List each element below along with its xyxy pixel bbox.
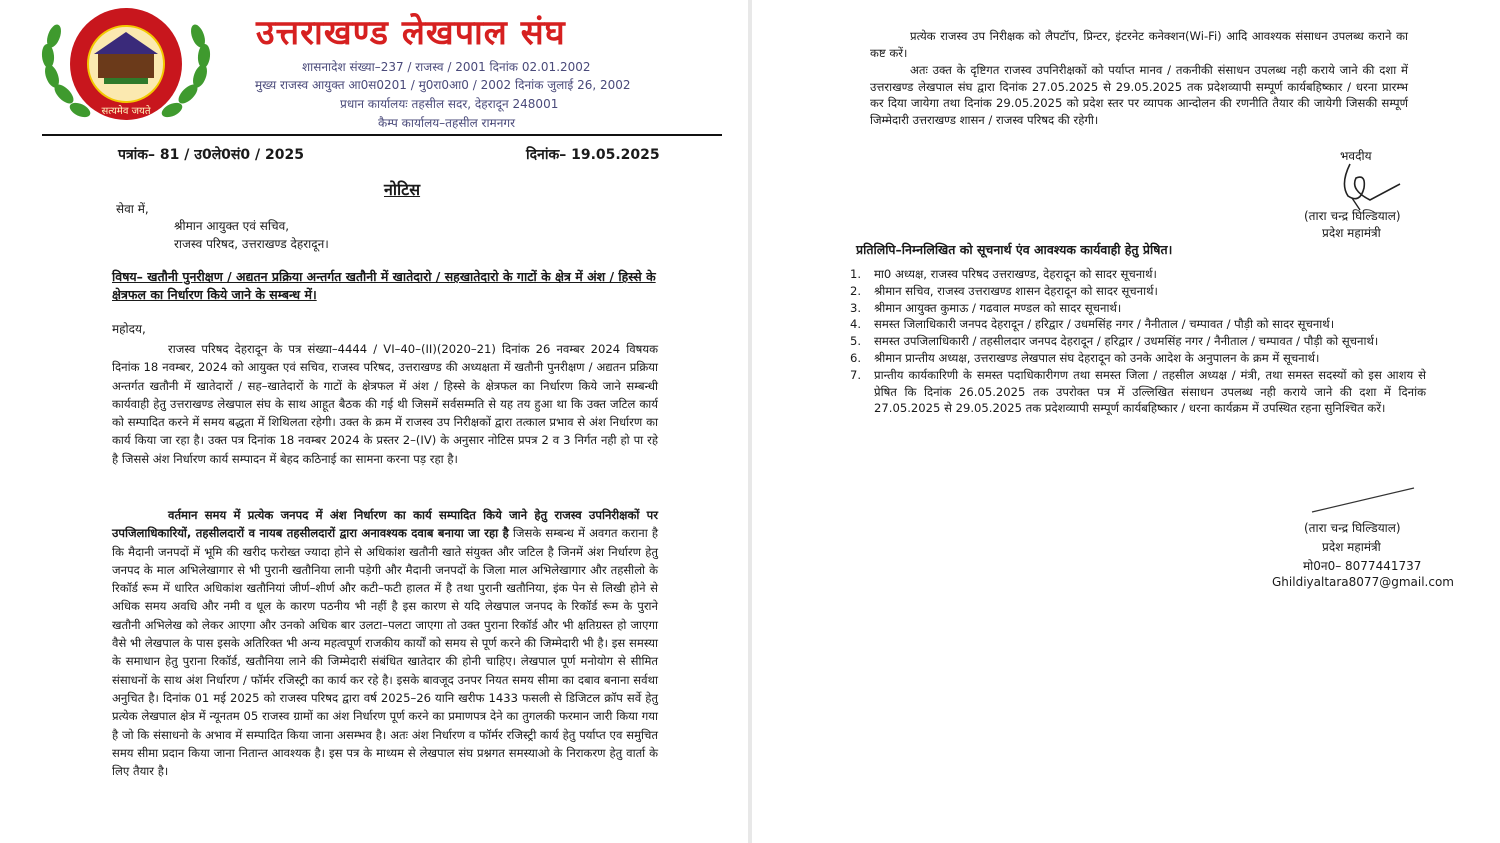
copy-to-item [846, 316, 1426, 333]
addressee-line-1: श्रीमान आयुक्त एवं सचिव, [174, 219, 290, 233]
copy-to-item-text: समस्त उपजिलाधिकारी / तहसीलदार जनपद देहरादून / हरिद्वार / उधमसिंह नगर / नैनीताल / चम्पावत / पौड़ी को सूचनार्थ। [874, 334, 1379, 349]
signer-title: प्रदेश महामंत्री [1322, 226, 1381, 240]
copy-to-item-text: समस्त जिलाधिकारी जनपद देहरादून / हरिद्वार / उधमसिंह नगर / नैनीताल / चम्पावत / पौड़ी को सादर सूचनार्थ। [874, 317, 1335, 332]
copy-to-item [846, 350, 1426, 367]
copy-to-heading: प्रतिलिपि–निम्नलिखित को सूचनार्थ एंव आवश्यक कार्यवाही हेतु प्रेषित। [856, 242, 1173, 257]
commissioner-order-line: मुख्य राजस्व आयुक्त आ0स0201 / मु0रा0आ0 / 2002 दिनांक जुलाई 26, 2002 [255, 78, 631, 92]
govt-order-line: शासनादेश संख्या–237 / राजस्व / 2001 दिनांक 02.01.2002 [302, 60, 591, 74]
signer2-title: प्रदेश महामंत्री [1322, 540, 1381, 554]
signer2-name: (तारा चन्द्र घिल्डियाल) [1304, 521, 1401, 535]
logo-motto-text: सत्यमेव जयते [101, 106, 151, 117]
copy-to-item-number: 2. [850, 283, 862, 298]
header-divider [42, 134, 722, 136]
copy-to-item-number: 4. [850, 317, 862, 332]
letter-date: दिनांक– 19.05.2025 [526, 147, 660, 163]
union-emblem-logo [36, 6, 216, 128]
letter-reference-number: पत्रांक– 81 / उ0ले0सं0 / 2025 [118, 147, 304, 163]
copy-to-item-number: 6. [850, 350, 862, 365]
copy-to-item-number: 5. [850, 334, 862, 349]
handwritten-signature-1 [1330, 160, 1410, 212]
letter-page-1 [0, 0, 748, 843]
mobile-number: मो0न0– 8077441737 [1303, 559, 1422, 573]
body-paragraph-1: राजस्व परिषद देहरादून के पत्र संख्या–4444 / VI–40–(II)(2020–21) दिनांक 26 नवम्बर 2024 विषयक दिनांक 18 नवम्बर, 2024 को आयुक्त एवं सचिव, राजस्व परिषद, उत्तराखण्ड की अध्यक्षता में खतौनी पुनरीक्षण / अद्यतन प्रक्रिया अन्तर्गत खतौनी में खातेदारों / सह–खातेदारों के गाटों के क्षेत्रफल में अंश / हिस्से के क्षेत्रफल का निर्धारण किये जाने सम्बन्धी कार्यवाही हेतु उत्तराखण्ड लेखपाल संघ के साथ आहूत बैठक की गई थी जिसमें सर्वसम्मति से यह तय हुआ था कि उक्त जटिल कार्य को सम्पादित करने में समय बद्धता में शिथिलता रहेगी। उक्त के क्रम में राजस्व उप निरीक्षकों द्वारा तत्काल प्रभाव से अंश निर्धारण का कार्य किया जा रहा है। उक्त पत्र दिनांक 18 नवम्बर 2024 के प्रस्तर 2–(IV) के अनुसार नोटिस प्रपत्र 2 व 3 निर्गत नही हो पा रहे है जिससे अंश निर्धारण कार्य सम्पादन में बेहद कठिनाई का सामना करना पड़ रहा है। [112, 342, 658, 466]
copy-to-item [846, 283, 1426, 300]
signer-name: (तारा चन्द्र घिल्डियाल) [1304, 209, 1401, 223]
closing-text: भवदीय [1340, 149, 1372, 163]
copy-to-item-text: मा0 अध्यक्ष, राजस्व परिषद उत्तराखण्ड, देहरादून को सादर सूचनार्थ। [874, 267, 1157, 281]
handwritten-signature-2 [1310, 486, 1420, 516]
body-paragraph-2-text: जिसके सम्बन्ध में अवगत कराना है कि मैदानी जनपदों में भूमि की खरीद फरोख्त ज्यादा होने से अधिकांश खतौनी खाते संयुक्त और जटिल है जिनमें अंश निर्धारण हेतु जनपद के माल अभिलेखागार से भी पुरानी खतौनिया लानी पड़ेगी और मैदानी जनपदों के जिला माल अभिलेखागार और तहसीलो के रिकॉर्ड रूम में धारित अधिकांश खतौनियां जीर्ण–शीर्ण और कटी–फटी हालत में है तथा पुरानी खतौनिया, इंक पेन से लिखी होने से अधिक समय अवधि और नमी व धूल के कारण पठनीय भी नहीं है इस कारण से यदि लेखपाल जनपद के रिकॉर्ड रूम के पुराने खतौनी अभिलेख को लेकर आएगा और उनको अधिक बार उलटा–पलटा जाएगा तो उक्त पुराना रिकॉर्ड और भी क्षतिग्रस्त हो जाएगा वैसे भी लेखपाल के पास इसके अतिरिक्त भी अन्य महत्वपूर्ण राजकीय कार्यों को समय से पूर्ण करने की जिम्मेदारी भी है। इस समस्या के समाधान हेतु पुराना रिकॉर्ड, खतौनिया लाने की जिम्मेदारी संबंधित खातेदार की होनी चाहिए। लेखपाल पूर्ण मनोयोग से सीमित संसाधनों के साथ अंश निर्धारण / फॉर्मर रजिस्ट्री का कार्य कर रहे है। इसके बावजूद उनपर नियत समय सीमा का दबाव बनाना सर्वथा अनुचित है। दिनांक 01 मई 2025 को राजस्व परिषद द्वारा वर्ष 2025–26 यानि खरीफ 1433 फसली से डिजिटल क्रॉप सर्वे हेतु प्रत्येक लेखपाल क्षेत्र में न्यूनतम 05 राजस्व ग्रामों का अंश निर्धारण पूर्ण करने का प्रमाणपत्र देने का तुगलकी फरमान जारी किया गया है जो कि संसाधनो के अभाव में सम्पादित किया जाना असम्भव है। अतः अंश निर्धारण व फॉर्मर रजिस्ट्री कार्य हेतु पर्याप्त एव समुचित समय सीमा प्रदान किया जाना नितान्त आवश्यक है। इस पत्र के माध्यम से लेखपाल संघ प्रश्नगत समस्याओ के निराकरण हेतु वार्ता के लिए तैयार है। [112, 526, 658, 779]
copy-to-item-text: श्रीमान आयुक्त कुमाऊ / गढवाल मण्डल को सादर सूचनार्थ। [874, 300, 1122, 315]
copy-to-item-text: प्रान्तीय कार्यकारिणी के समस्त पदाधिकारीगण तथा समस्त जिला / तहसील अध्यक्ष / मंत्री, तथा समस्त सदस्यों को इस आशय से प्रेषित कि दिनांक 26.05.2025 तक उपरोक्त पत्र में उल्लिखित संसाधन उपलब्ध नही कराये जाने की दशा में दिनांक 27.05.2025 से 29.05.2025 तक प्रदेशव्यापी सम्पूर्ण कार्यबहिष्कार / धरना कार्यक्रम में उपस्थित रहना सुनिश्चित करें। [874, 367, 1426, 416]
copy-to-item-number: 7. [850, 367, 862, 382]
copy-to-item [846, 266, 1426, 283]
notice-title: नोटिस [384, 180, 421, 199]
copy-to-item-text: श्रीमान प्रान्तीय अध्यक्ष, उत्तराखण्ड लेखपाल संघ देहरादून को उनके आदेश के अनुपालन के क्रम में सूचनार्थ। [874, 350, 1320, 365]
organization-name: उत्तराखण्ड लेखपाल संघ [256, 13, 566, 53]
subject-line: विषय– खतौनी पुनरीक्षण / अद्यतन प्रक्रिया अन्तर्गत खतौनी में खातेदारो / सहखातेदारो के गाटों के क्षेत्र में अंश / हिस्से के क्षेत्रफल का निर्धारण किये जाने के सम्बन्ध में। [112, 269, 656, 302]
head-office-line: प्रधान कार्यालयः तहसील सदर, देहरादून 248001 [340, 97, 559, 111]
camp-office-line: कैम्प कार्यालय–तहसील रामनगर [378, 116, 516, 130]
copy-to-list [846, 266, 1426, 417]
body-paragraph-2-emphasis: वर्तमान समय में प्रत्येक जनपद में अंश निर्धारण का कार्य सम्पादित किये जाने हेतु राजस्व उपनिरीक्षकों पर उपजिलाधिकारियों, तहसीलदारों व नायब तहसीलदारों द्वारा अनावश्यक दवाब बनाया जा रहा है [112, 508, 658, 541]
copy-to-item-number: 3. [850, 300, 862, 315]
salutation: महोदय, [112, 322, 146, 336]
copy-to-item [846, 367, 1426, 417]
body-paragraph-2 [112, 506, 658, 780]
copy-to-item-text: श्रीमान सचिव, राजस्व उत्तराखण्ड शासन देहरादून को सादर सूचनार्थ। [874, 283, 1158, 298]
addressee-line-2: राजस्व परिषद, उत्तराखण्ड देहरादून। [174, 237, 329, 251]
to-label: सेवा में, [116, 202, 149, 216]
copy-to-item [846, 300, 1426, 317]
copy-to-item [846, 333, 1426, 350]
page2-paragraph-2: अतः उक्त के दृष्टिगत राजस्व उपनिरीक्षकों को पर्याप्त मानव / तकनीकी संसाधन उपलब्ध नही कराये जाने की दशा में उत्तराखण्ड लेखपाल संघ द्वारा दिनांक 27.05.2025 से 29.05.2025 तक प्रदेशव्यापी सम्पूर्ण कार्यबहिष्कार / धरना प्रारम्भ कर दिया जायेगा तथा दिनांक 29.05.2025 को प्रदेश स्तर पर व्यापक आन्दोलन की रणनीति तैयार की जायेगी जिसकी सम्पूर्ण जिम्मेदारी उत्तराखण्ड शासन / राजस्व परिषद की रहेगी। [870, 63, 1408, 127]
copy-to-item-number: 1. [850, 267, 862, 281]
email-address: Ghildiyaltara8077@gmail.com [1272, 575, 1454, 589]
page2-paragraph-1: प्रत्येक राजस्व उप निरीक्षक को लैपटॉप, प्रिन्टर, इंटरनेट कनेक्शन(Wi-Fi) आदि आवश्यक संसाधन उपलब्ध कराने का कष्ट करें। [870, 29, 1408, 60]
